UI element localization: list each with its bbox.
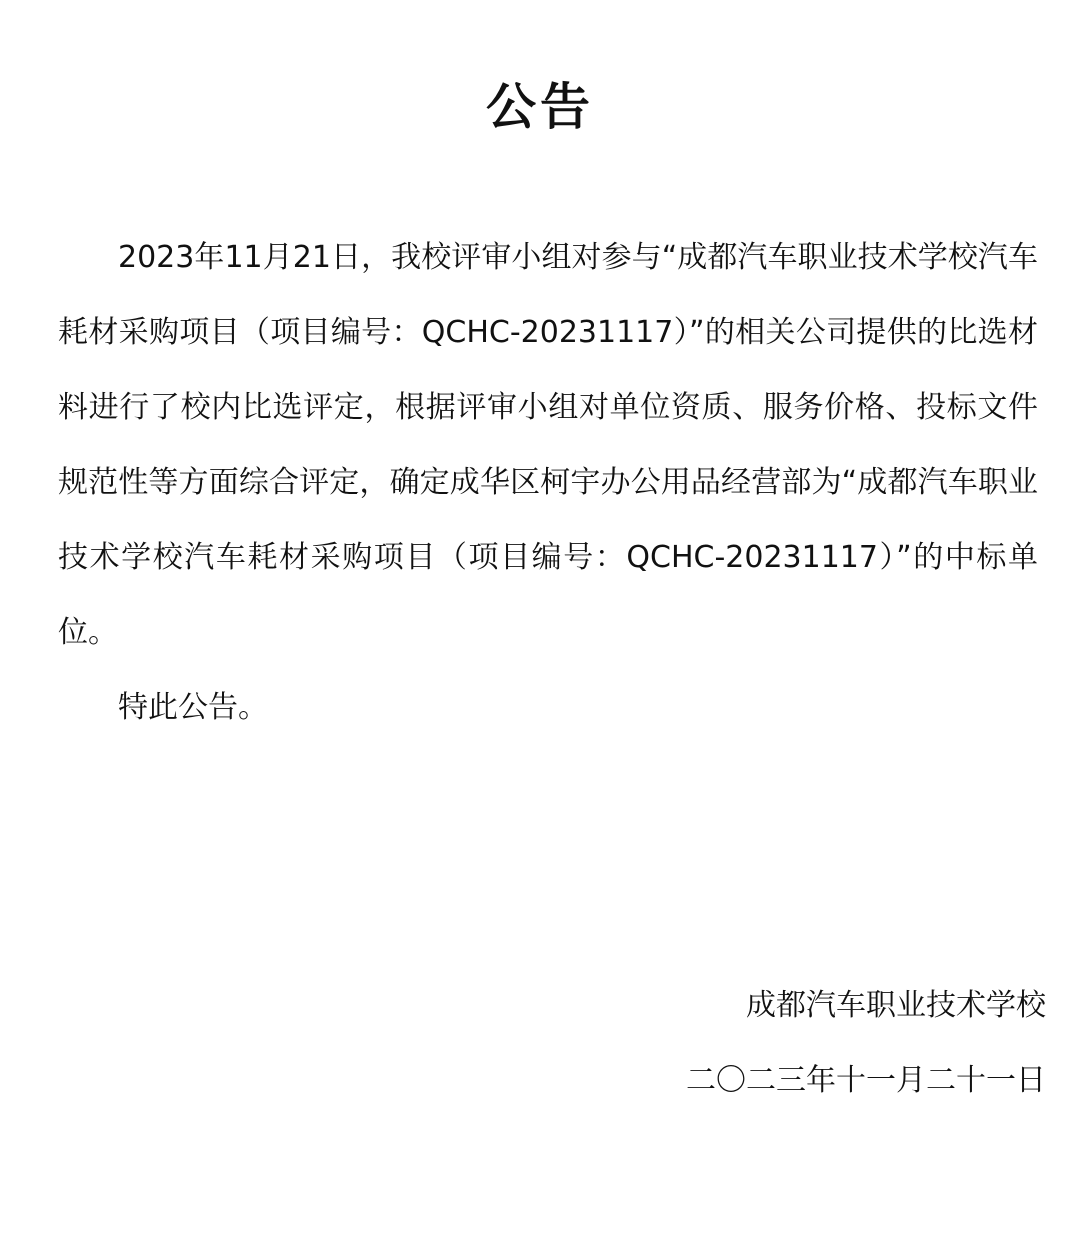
signature-date: 二〇二三年十一月二十一日	[686, 1063, 1046, 1098]
signature-organization: 成都汽车职业技术学校	[746, 988, 1046, 1023]
signature-block	[686, 968, 1046, 1118]
announcement-body	[58, 220, 1038, 745]
page-title: 公告	[486, 78, 594, 136]
closing-paragraph: 特此公告。	[118, 690, 268, 725]
main-paragraph: 2023年11月21日，我校评审小组对参与“成都汽车职业技术学校汽车耗材采购项目（项目编号：QCHC-20231117）”的相关公司提供的比选材料进行了校内比选评定，根据评审小组对单位资质、服务价格、投标文件规范性等方面综合评定，确定成华区柯宇办公用品经营部为“成都汽车职业技术学校汽车耗材采购项目（项目编号：QCHC-20231117）”的中标单位。	[58, 240, 1038, 650]
